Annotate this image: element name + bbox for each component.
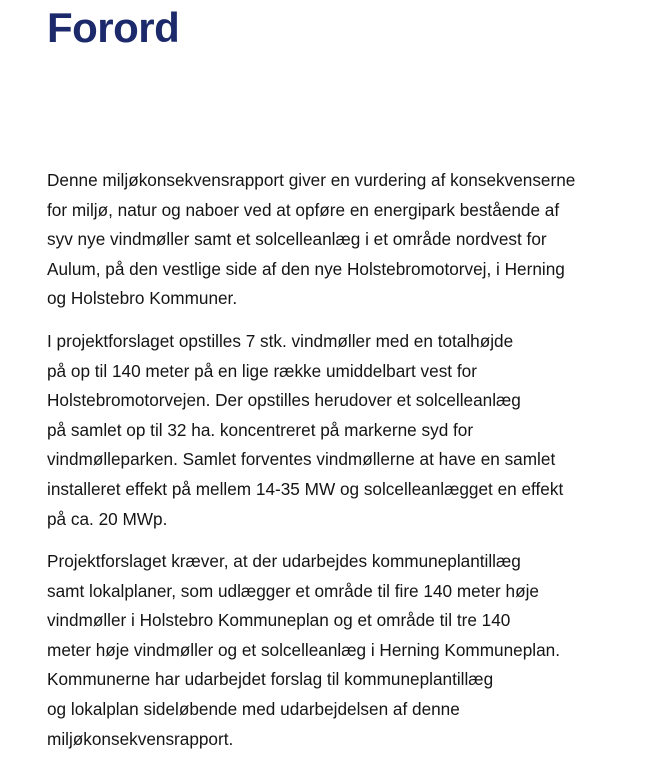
page-title: Forord [47,4,180,51]
paragraph-line: på ca. 20 MWp. [47,508,168,529]
paragraph-line: for miljø, natur og naboer ved at opføre en energipark bestående af [47,199,560,220]
paragraph-line: meter høje vindmøller og et solcelleanlæg i Herning Kommuneplan. [47,639,560,660]
paragraph-line: installeret effekt på mellem 14-35 MW og solcelleanlægget en effekt [47,478,564,499]
paragraph-intro [47,166,575,314]
paragraph-line: Kommunerne har udarbejdet forslag til kommuneplantillæg [47,669,494,690]
paragraph-line: Aulum, på den vestlige side af den nye Holstebromotorvej, i Herning [47,258,565,279]
paragraph-line: og Holstebro Kommuner. [47,288,238,309]
paragraph-line: og lokalplan sideløbende med udarbejdelsen af denne [47,698,460,719]
paragraph-line: Denne miljøkonsekvensrapport giver en vurdering af konsekvenserne [47,170,576,190]
paragraph-line: på op til 140 meter på en lige række umiddelbart vest for [47,360,477,381]
paragraph-line: vindmøller i Holstebro Kommuneplan og et område til tre 140 [47,610,511,631]
paragraph-planning-requirements [47,547,560,754]
paragraph-line: samt lokalplaner, som udlægger et område til fire 140 meter høje [47,580,539,601]
paragraph-line: I projektforslaget opstilles 7 stk. vindmøller med en totalhøjde [47,331,514,351]
paragraph-line: Projektforslaget kræver, at der udarbejdes kommuneplantillæg [47,551,521,571]
paragraph-line: Holstebromotorvejen. Der opstilles herudover et solcelleanlæg [47,390,521,411]
paragraph-line: miljøkonsekvensrapport. [47,728,234,749]
paragraph-line: på samlet op til 32 ha. koncentreret på markerne syd for [47,419,474,440]
paragraph-line: vindmølleparken. Samlet forventes vindmøllerne at have en samlet [47,449,556,470]
paragraph-line: syv nye vindmøller samt et solcelleanlæg i et område nordvest for [47,229,547,250]
paragraph-project-proposal [47,327,563,534]
